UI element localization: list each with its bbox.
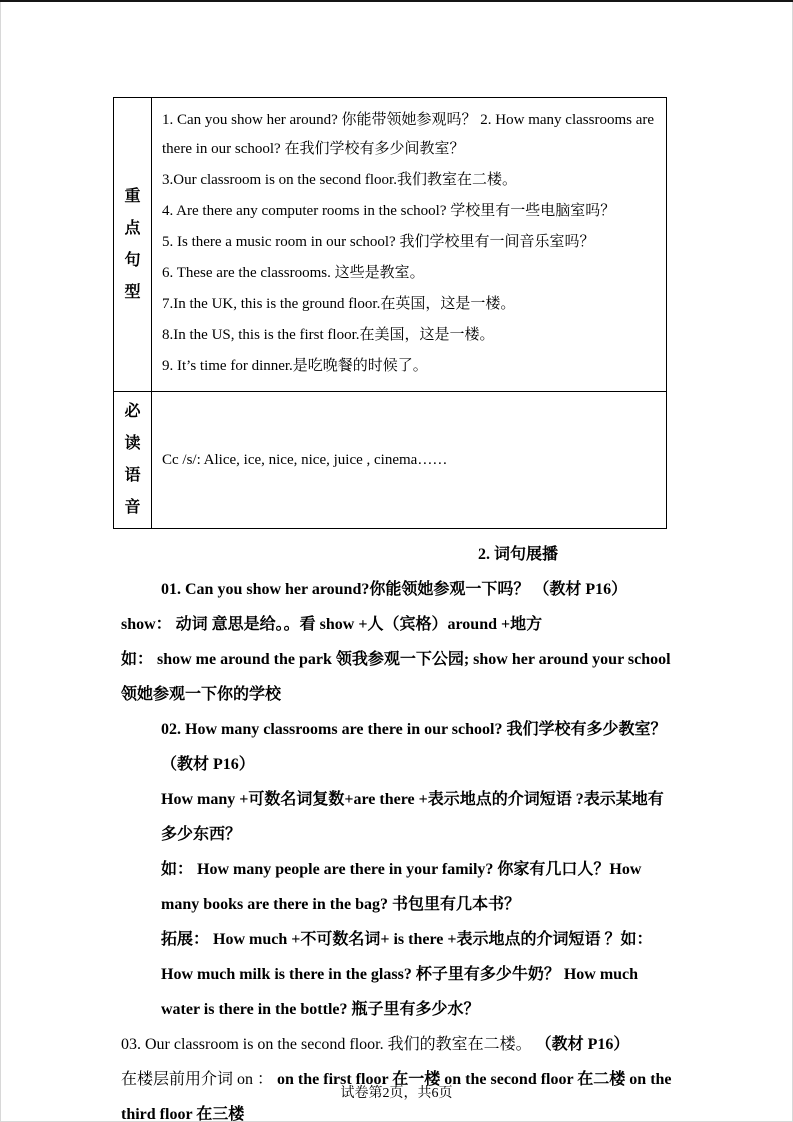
key-sentences-row-header: [114, 98, 152, 392]
sentence-line: 8.In the US, this is the first floor.在美国，这是一楼。: [162, 327, 495, 343]
summary-table: [113, 97, 667, 529]
row-header-char: 型: [124, 283, 141, 301]
sentence-line: 1. Can you show her around? 你能带领她参观吗？ 2. How many classrooms are there in our school? 在我们学校有多少间教室？: [162, 112, 655, 157]
document-body: [121, 537, 672, 1122]
sentence-line: 4. Are there any computer rooms in the school? 学校里有一些电脑室吗？: [162, 203, 616, 219]
key-sentences-cell: [152, 98, 667, 392]
point-01-examples: 如： show me around the park 领我参观一下公园; show her around your school 领她参观一下你的学校: [121, 651, 671, 703]
phonics-cell: [152, 392, 667, 529]
sentence-line: 3.Our classroom is on the second floor.我们教室在二楼。: [162, 172, 517, 188]
row-header-char: 语: [124, 467, 141, 484]
sentence-line: 7.In the UK, this is the ground floor.在英国，这是一楼。: [162, 296, 516, 312]
row-header-char: 读: [124, 435, 141, 452]
point-03-title-ref: （教材 P16）: [535, 1036, 630, 1053]
page-number-footer: 试卷第2页，共6页: [340, 1086, 453, 1101]
point-03-note-lead: 在楼层前用介词 on ：: [121, 1071, 274, 1088]
section-title: 2. 词句展播: [478, 546, 559, 563]
row-header-char: 点: [124, 219, 141, 237]
key-sentences-row: [114, 98, 667, 392]
point-02-examples: 如： How many people are there in your family? 你家有几口人？How many books are there in the bag? 书包里有几本书？: [161, 861, 642, 913]
sentence-line: 6. These are the classrooms. 这些是教室。: [162, 265, 425, 281]
phonics-row: [114, 392, 667, 529]
point-01-explanation: show： 动词 意思是给。。看 show +人（宾格）around +地方: [121, 616, 543, 633]
point-03-note-examples: on the first floor 在一楼 on the second floor 在二楼 on the third floor 在三楼: [121, 1071, 672, 1122]
row-header-char: 重: [124, 187, 141, 205]
point-02-extension: 拓展： How much +不可数名词+ is there +表示地点的介词短语 ？如： How much milk is there in the glass? 杯子里有多少牛奶？ How much water is there in the bottle? 瓶子里有多少水？: [161, 931, 653, 1018]
sentence-line: 5. Is there a music room in our school? 我们学校里有一间音乐室吗？: [162, 234, 595, 250]
row-header-char: 必: [124, 403, 141, 420]
point-03-title-text: 03. Our classroom is on the second floor. 我们的教室在二楼。: [121, 1036, 536, 1053]
sentence-line: 9. It’s time for dinner.是吃晚餐的时候了。: [162, 358, 428, 374]
row-header-char: 音: [124, 499, 141, 516]
phonics-line: Cc /s/: Alice, ice, nice, nice, juice , cinema……: [162, 451, 448, 468]
point-02-pattern: How many +可数名词复数+are there +表示地点的介词短语 ?表示某地有多少东西？: [161, 791, 664, 843]
point-03-title: [121, 1027, 672, 1062]
point-02-title: 02. How many classrooms are there in our school? 我们学校有多少教室？（教材 P16）: [161, 721, 667, 773]
row-header-char: 句: [124, 251, 141, 269]
point-01-title: 01. Can you show her around?你能领她参观一下吗？ （教材 P16）: [161, 581, 628, 598]
phonics-row-header: [114, 392, 152, 529]
